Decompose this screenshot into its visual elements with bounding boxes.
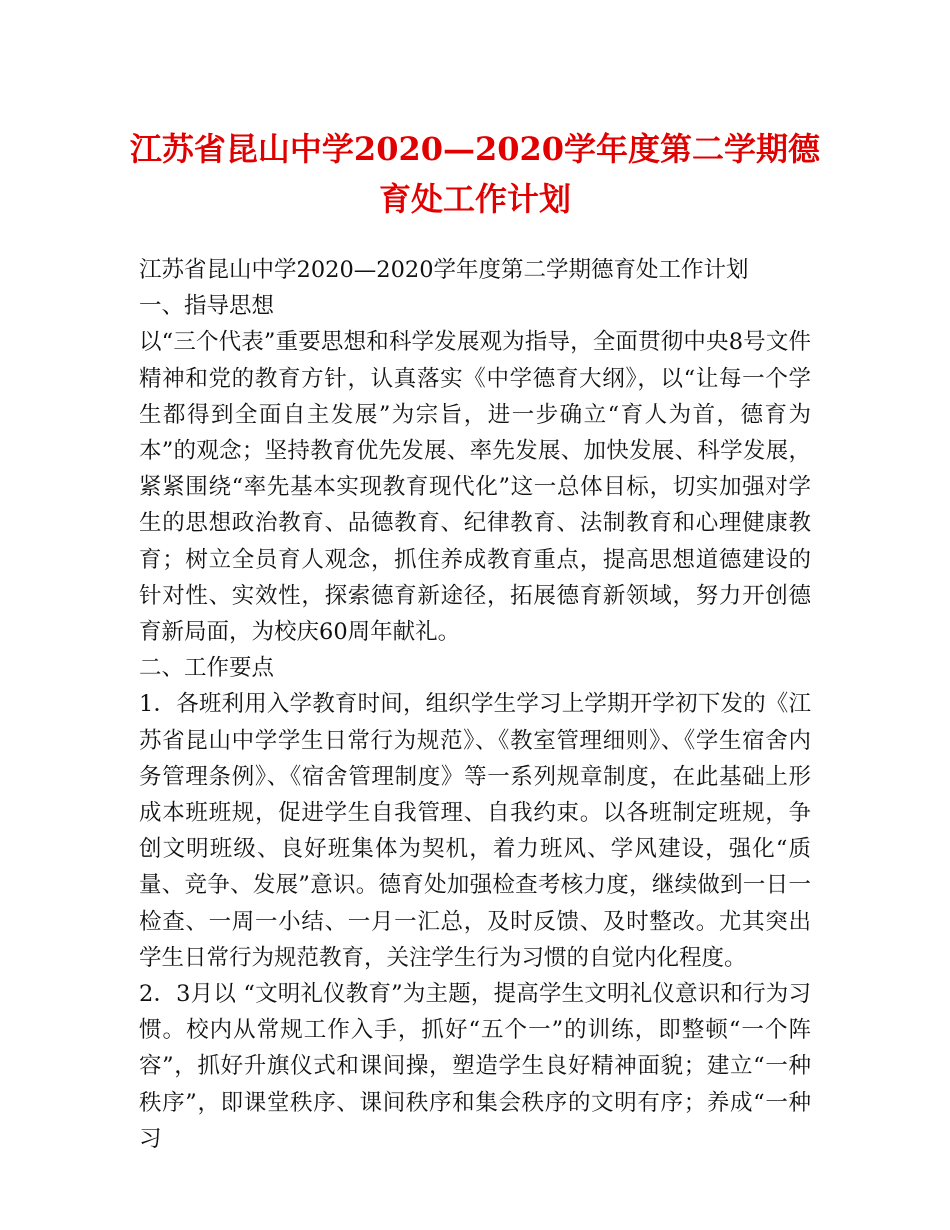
body-heading-line: 江苏省昆山中学2020—2020学年度第二学期德育处工作计划 [139,257,749,283]
paragraph-point-1: 1．各班利用入学教育时间，组织学生学习上学期开学初下发的《江苏省昆山中学学生日常行为规范》、《教室管理细则》、《学生宿舍内务管理条例》、《宿舍管理制度》等一系列规章制度，在此基础上形成本班班规，促进学生自我管理、自我约束。以各班制定班规，争创文明班级、良好班集体为契机，着力班风、学风建设，强化“质量、竞争、发展”意识。德育处加强检查考核力度，继续做到一日一检查、一周一小结、一月一汇总，及时反馈、及时整改。尤其突出学生日常行为规范教育，关注学生行为习惯的自觉内化程度。 [139,691,811,971]
section-heading-work-points: 二、工作要点 [139,655,275,682]
document-body [139,252,811,1157]
section-heading-guiding-ideology: 一、指导思想 [139,293,275,320]
paragraph-guiding-ideology: 以“三个代表”重要思想和科学发展观为指导，全面贯彻中央8号文件精神和党的教育方针，认真落实《中学德育大纲》，以“让每一个学生都得到全面自主发展”为宗旨，进一步确立“育人为首，德育为本”的观念；坚持教育优先发展、率先发展、加快发展、科学发展，紧紧围绕“率先基本实现教育现代化”这一总体目标，切实加强对学生的思想政治教育、品德教育、纪律教育、法制教育和心理健康教育；树立全员育人观念，抓住养成教育重点，提高思想道德建设的针对性、实效性，探索德育新途径，拓展德育新领域，努力开创德育新局面，为校庆60周年献礼。 [139,329,811,646]
paragraph-point-2: 2．3月以 “文明礼仪教育”为主题，提高学生文明礼仪意识和行为习惯。校内从常规工作入手，抓好“五个一”的训练，即整顿“一个阵容”，抓好升旗仪式和课间操，塑造学生良好精神面貌；建立“一种秩序”，即课堂秩序、课间秩序和集会秩序的文明有序；养成“一种习 [139,981,811,1152]
document-title: 江苏省昆山中学2020—2020学年度第二学期德育处工作计划 [129,130,821,218]
